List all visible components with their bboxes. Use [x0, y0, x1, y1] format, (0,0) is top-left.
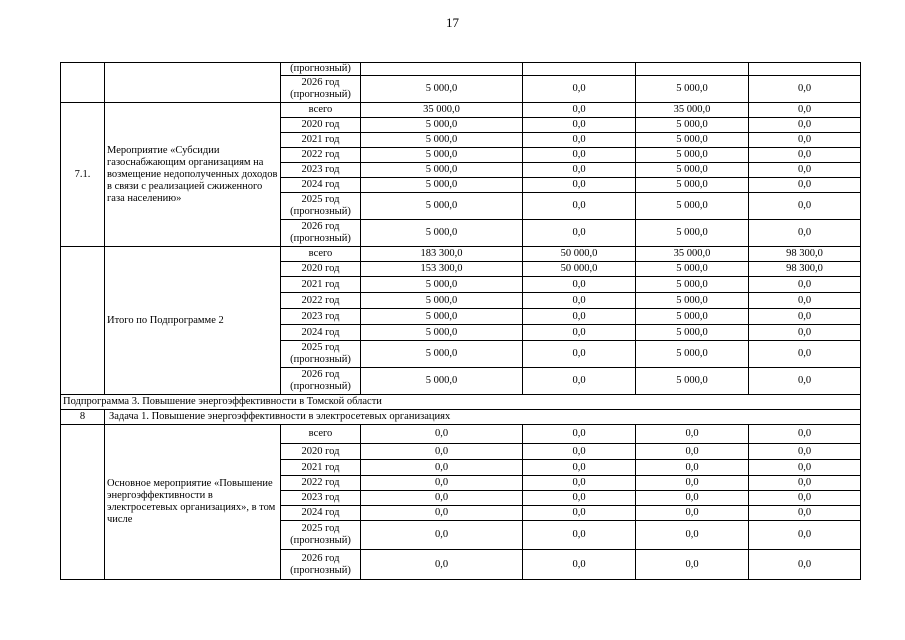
value-cell: 5 000,0	[636, 220, 749, 247]
measure-name-cell: Мероприятие «Субсидии газоснабжающим организациям на возмещение недополученных доходов в связи с реализацией сжиженного газа населению»	[105, 103, 281, 247]
row-number-cell	[61, 247, 105, 395]
value-cell: 0,0	[523, 76, 636, 103]
row-number-cell: 7.1.	[61, 103, 105, 247]
value-cell: 5 000,0	[636, 325, 749, 341]
value-cell: 5 000,0	[361, 148, 523, 163]
value-cell: 0,0	[523, 491, 636, 506]
value-cell: 5 000,0	[361, 325, 523, 341]
value-cell: 153 300,0	[361, 262, 523, 277]
value-cell: 35 000,0	[361, 103, 523, 118]
value-cell: 0,0	[749, 550, 861, 580]
value-cell: 50 000,0	[523, 247, 636, 262]
value-cell: 5 000,0	[361, 193, 523, 220]
year-cell: 2022 год	[281, 148, 361, 163]
measure-name-cell: Основное мероприятие «Повышение энергоэффективности в электросетевых организациях», в том числе	[105, 425, 281, 580]
value-cell: 0,0	[749, 476, 861, 491]
value-cell: 0,0	[523, 277, 636, 293]
year-cell: 2026 год (прогнозный)	[281, 550, 361, 580]
row-number-cell: 8	[61, 410, 105, 425]
value-cell: 5 000,0	[361, 368, 523, 395]
year-cell: 2020 год	[281, 262, 361, 277]
value-cell: 0,0	[749, 460, 861, 476]
value-cell: 5 000,0	[361, 220, 523, 247]
value-cell: 0,0	[361, 476, 523, 491]
table-row	[61, 63, 861, 76]
year-cell: 2023 год	[281, 163, 361, 178]
year-cell: 2026 год (прогнозный)	[281, 76, 361, 103]
value-cell: 0,0	[749, 506, 861, 521]
year-cell: 2020 год	[281, 444, 361, 460]
year-cell: 2024 год	[281, 325, 361, 341]
value-cell: 0,0	[749, 76, 861, 103]
value-cell: 5 000,0	[636, 341, 749, 368]
row-number-cell	[61, 425, 105, 580]
value-cell: 0,0	[523, 341, 636, 368]
value-cell: 5 000,0	[361, 118, 523, 133]
value-cell: 0,0	[523, 444, 636, 460]
value-cell: 0,0	[749, 368, 861, 395]
value-cell: 0,0	[523, 521, 636, 550]
year-cell: (прогнозный)	[281, 63, 361, 76]
value-cell: 5 000,0	[361, 178, 523, 193]
value-cell: 0,0	[749, 293, 861, 309]
value-cell: 0,0	[523, 476, 636, 491]
value-cell: 0,0	[749, 425, 861, 444]
year-cell: 2025 год (прогнозный)	[281, 341, 361, 368]
value-cell: 5 000,0	[361, 133, 523, 148]
table-row	[61, 103, 861, 118]
value-cell: 0,0	[749, 521, 861, 550]
value-cell: 0,0	[523, 193, 636, 220]
value-cell: 5 000,0	[636, 118, 749, 133]
year-cell: 2023 год	[281, 309, 361, 325]
row-number-cell	[61, 63, 105, 103]
value-cell: 50 000,0	[523, 262, 636, 277]
value-cell: 0,0	[523, 550, 636, 580]
value-cell: 0,0	[523, 148, 636, 163]
value-cell: 0,0	[523, 309, 636, 325]
value-cell: 0,0	[749, 133, 861, 148]
year-cell: 2021 год	[281, 133, 361, 148]
year-cell: 2025 год (прогнозный)	[281, 193, 361, 220]
table-row	[61, 247, 861, 262]
value-cell: 0,0	[636, 550, 749, 580]
value-cell: 0,0	[749, 309, 861, 325]
value-cell: 0,0	[749, 148, 861, 163]
value-cell: 5 000,0	[361, 76, 523, 103]
value-cell: 5 000,0	[361, 293, 523, 309]
year-cell: 2025 год (прогнозный)	[281, 521, 361, 550]
value-cell: 5 000,0	[636, 193, 749, 220]
value-cell: 0,0	[749, 118, 861, 133]
value-cell: 0,0	[361, 506, 523, 521]
value-cell: 0,0	[749, 277, 861, 293]
value-cell: 0,0	[749, 178, 861, 193]
value-cell: 0,0	[523, 118, 636, 133]
subprogram-3-title: Подпрограмма 3. Повышение энергоэффективности в Томской области	[61, 395, 861, 410]
value-cell: 0,0	[523, 220, 636, 247]
value-cell: 98 300,0	[749, 247, 861, 262]
value-cell: 5 000,0	[636, 133, 749, 148]
value-cell: 0,0	[523, 293, 636, 309]
year-cell: 2022 год	[281, 476, 361, 491]
page-number: 17	[446, 15, 459, 30]
value-cell: 5 000,0	[636, 178, 749, 193]
year-cell: всего	[281, 103, 361, 118]
table-row	[61, 410, 861, 425]
value-cell: 0,0	[749, 220, 861, 247]
value-cell: 0,0	[749, 444, 861, 460]
value-cell: 0,0	[361, 460, 523, 476]
value-cell: 0,0	[361, 491, 523, 506]
year-cell: всего	[281, 425, 361, 444]
value-cell: 0,0	[636, 444, 749, 460]
value-cell: 5 000,0	[361, 277, 523, 293]
value-cell: 183 300,0	[361, 247, 523, 262]
budget-table	[60, 62, 861, 580]
year-cell: всего	[281, 247, 361, 262]
value-cell: 0,0	[636, 491, 749, 506]
value-cell: 5 000,0	[636, 293, 749, 309]
year-cell: 2020 год	[281, 118, 361, 133]
value-cell: 0,0	[523, 178, 636, 193]
value-cell: 0,0	[749, 325, 861, 341]
value-cell: 5 000,0	[361, 309, 523, 325]
value-cell: 0,0	[523, 460, 636, 476]
year-cell: 2024 год	[281, 178, 361, 193]
task-8-title: Задача 1. Повышение энергоэффективности в электросетевых организациях	[105, 410, 861, 425]
value-cell: 35 000,0	[636, 247, 749, 262]
value-cell: 5 000,0	[636, 163, 749, 178]
value-cell: 0,0	[749, 193, 861, 220]
table-row	[61, 395, 861, 410]
value-cell: 0,0	[749, 163, 861, 178]
value-cell: 0,0	[636, 425, 749, 444]
value-cell: 0,0	[361, 425, 523, 444]
value-cell: 5 000,0	[636, 148, 749, 163]
value-cell: 0,0	[523, 103, 636, 118]
value-cell: 5 000,0	[636, 76, 749, 103]
year-cell: 2021 год	[281, 460, 361, 476]
value-cell: 0,0	[523, 425, 636, 444]
year-cell: 2026 год (прогнозный)	[281, 220, 361, 247]
value-cell: 0,0	[523, 368, 636, 395]
value-cell: 0,0	[636, 460, 749, 476]
value-cell: 35 000,0	[636, 103, 749, 118]
value-cell: 0,0	[636, 521, 749, 550]
value-cell: 0,0	[523, 133, 636, 148]
value-cell: 0,0	[523, 506, 636, 521]
value-cell: 0,0	[523, 325, 636, 341]
value-cell: 0,0	[749, 341, 861, 368]
value-cell: 0,0	[361, 521, 523, 550]
row-name-cell	[105, 63, 281, 103]
value-cell: 5 000,0	[636, 368, 749, 395]
value-cell: 0,0	[636, 506, 749, 521]
total-name-cell: Итого по Подпрограмме 2	[105, 247, 281, 395]
year-cell: 2021 год	[281, 277, 361, 293]
value-cell: 0,0	[636, 476, 749, 491]
value-cell: 0,0	[749, 491, 861, 506]
table-row	[61, 425, 861, 444]
year-cell: 2024 год	[281, 506, 361, 521]
year-cell: 2026 год (прогнозный)	[281, 368, 361, 395]
value-cell: 0,0	[749, 103, 861, 118]
value-cell: 98 300,0	[749, 262, 861, 277]
value-cell: 5 000,0	[636, 309, 749, 325]
year-cell: 2022 год	[281, 293, 361, 309]
year-cell: 2023 год	[281, 491, 361, 506]
value-cell: 5 000,0	[636, 277, 749, 293]
value-cell: 0,0	[361, 550, 523, 580]
value-cell: 0,0	[523, 163, 636, 178]
value-cell: 5 000,0	[636, 262, 749, 277]
value-cell: 0,0	[361, 444, 523, 460]
value-cell: 5 000,0	[361, 163, 523, 178]
value-cell: 5 000,0	[361, 341, 523, 368]
